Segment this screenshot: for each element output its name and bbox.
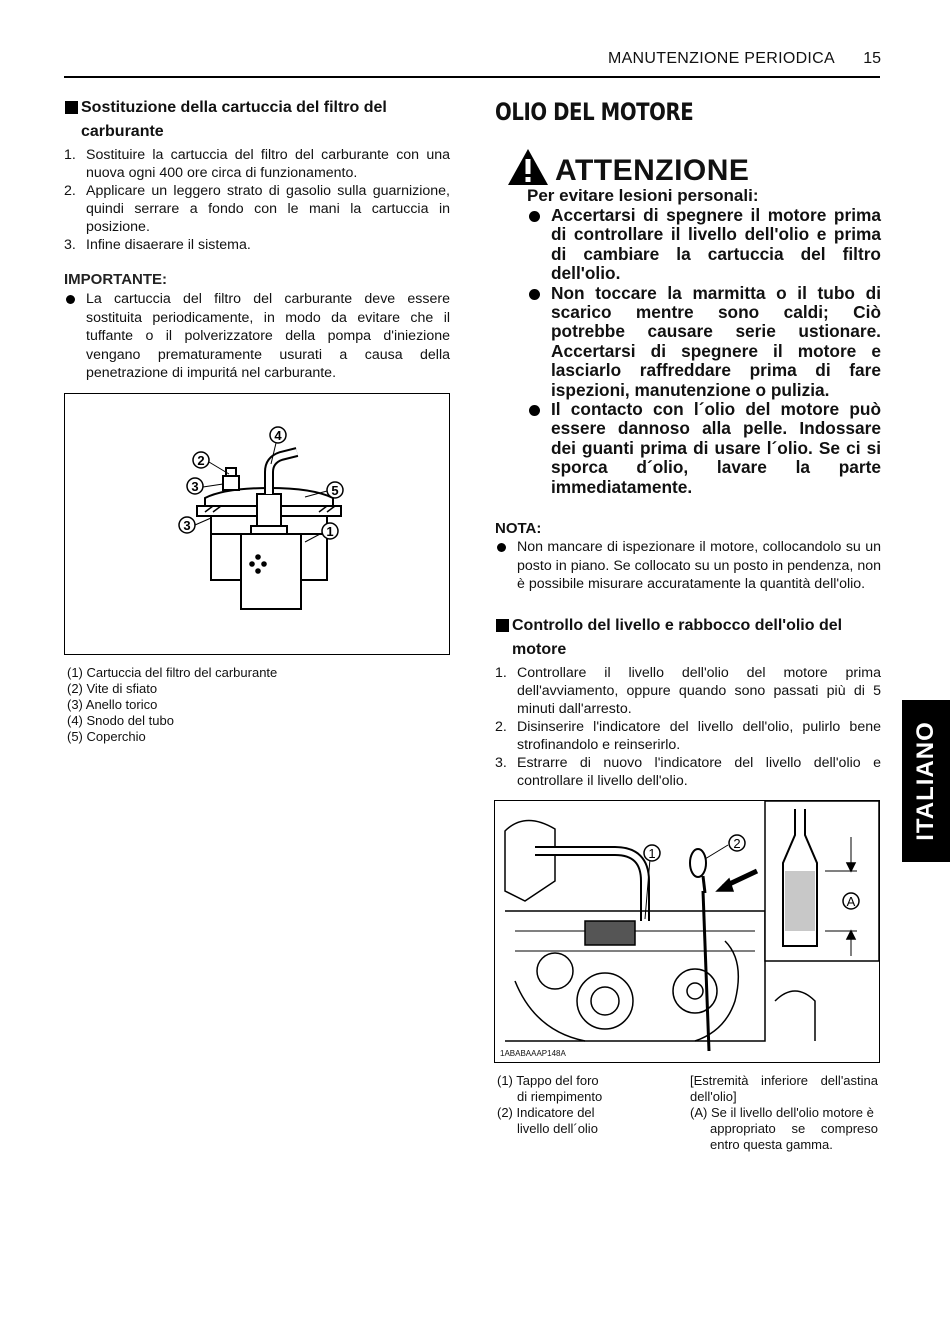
callout-1: 1 xyxy=(326,524,334,539)
important-heading: IMPORTANTE: xyxy=(64,271,168,288)
caption-item: (2) Indicatore del xyxy=(497,1105,595,1120)
fuel-filter-figure xyxy=(64,393,450,655)
warning-label: ATTENZIONE xyxy=(555,154,750,187)
section-square-icon xyxy=(496,619,509,632)
engine-oil-title: OLIO DEL MOTORE xyxy=(495,98,694,126)
left-column xyxy=(64,96,450,383)
language-tab-label: ITALIANO xyxy=(912,721,939,841)
warning-intro: Per evitare lesioni personali: xyxy=(527,186,759,205)
warning-header xyxy=(495,148,881,192)
bullet-icon xyxy=(66,295,75,304)
callout-2: 2 xyxy=(197,453,205,468)
caption-item: (2) Vite di sfiato xyxy=(67,681,158,696)
oil-level-section-title: Controllo del livello e rabbocco dell'olio del motore xyxy=(495,614,881,662)
fuel-filter-diagram xyxy=(65,394,449,654)
caption-item-cont: di riempimento xyxy=(517,1089,603,1104)
header-rule xyxy=(64,76,880,78)
callout-1: 1 xyxy=(648,846,656,861)
callout-3a: 3 xyxy=(191,479,199,494)
callout-3b: 3 xyxy=(183,518,191,533)
bullet-icon xyxy=(529,211,540,222)
bullet-icon xyxy=(529,289,540,300)
caption-item: (5) Coperchio xyxy=(67,729,146,744)
page-number: 15 xyxy=(863,50,881,67)
engine-oil-figure xyxy=(494,800,880,1063)
important-list xyxy=(64,290,450,383)
warning-triangle-icon xyxy=(507,148,549,186)
caption-item-cont: appropriato se compreso entro questa gamma. xyxy=(710,1121,878,1152)
note-list xyxy=(495,538,881,594)
warning-list xyxy=(495,206,881,497)
language-tab xyxy=(902,700,950,862)
bullet-icon xyxy=(497,543,506,552)
fuel-filter-captions xyxy=(67,665,277,745)
callout-5: 5 xyxy=(331,483,339,498)
caption-item: (A) Se il livello dell'olio motore è xyxy=(690,1105,874,1120)
bullet-icon xyxy=(529,405,540,416)
engine-oil-captions-left xyxy=(497,1073,677,1137)
warning-item: Il contacto con l´olio del motore può essere dannoso alla pelle. Indossare dei guanti prima di usare l´olio. Se ci si sporca d´olio, lavare la parte immediatamente. xyxy=(529,400,881,497)
engine-oil-captions-right xyxy=(690,1073,878,1153)
figure-code: 1ABABAAAP148A xyxy=(500,1049,566,1058)
caption-item: (4) Snodo del tubo xyxy=(67,713,174,728)
section-square-icon xyxy=(65,101,78,114)
warning-item: Accertarsi di spegnere il motore prima di controllare il livello dell'olio e prima di cambiare la cartuccia del filtro dell'olio. xyxy=(529,206,881,284)
oil-level-steps xyxy=(495,664,881,790)
engine-dipstick-diagram xyxy=(495,801,879,1062)
right-column xyxy=(495,96,881,790)
step-item: 1. Sostituire la cartuccia del filtro del carburante con una nuova ogni 400 ore circa di funzionamento. xyxy=(64,147,450,181)
step-item: 2. Applicare un leggero strato di gasolio sulla guarnizione, quindi serrare a fondo con le mani la cartuccia in posizione. xyxy=(64,183,450,235)
step-item: 3. Estrarre di nuovo l'indicatore del livello dell'olio e controllare il livello dell'olio. xyxy=(495,754,881,789)
caption-heading: [Estremità inferiore dell'astina dell'olio] xyxy=(690,1073,878,1104)
fuel-filter-steps xyxy=(64,146,450,254)
warning-item: Non toccare la marmitta o il tubo di scarico mentre sono caldi; Ciò potrebbe causare serie ustionare. Accertarsi di spegnere il motore e lasciarlo raffreddare prima di fare ispezioni, manutenzione o pulizia. xyxy=(529,284,881,400)
caption-item: (1) Tappo del foro xyxy=(497,1073,599,1088)
caption-item: (1) Cartuccia del filtro del carburante xyxy=(67,665,278,680)
step-item: 3. Infine disaerare il sistema. xyxy=(64,237,251,253)
callout-4: 4 xyxy=(274,428,282,443)
running-header-title: MANUTENZIONE PERIODICA xyxy=(607,50,835,67)
important-item: La cartuccia del filtro del carburante deve essere sostituita periodicamente, in modo da evitare che il tuffante o il polverizzatore della pompa d'iniezione vengano prematuramente usurati a causa della penetrazione di impuritá nel carburante. xyxy=(64,290,450,383)
step-item: 2. Disinserire l'indicatore del livello dell'olio, pulirlo bene strofinandolo e reinserirlo. xyxy=(495,718,881,753)
caption-item-cont: livello dell´olio xyxy=(517,1121,598,1136)
step-item: 1. Controllare il livello dell'olio del motore prima dell'avviamento, oppure quando sono passati più di 5 minuti dall'arresto. xyxy=(495,664,881,717)
note-item: Non mancare di ispezionare il motore, collocandolo su un posto in piano. Se collocato su un posto in pendenza, non è possibile misurare accuratamente la quantità dell'olio. xyxy=(495,538,881,594)
fuel-filter-section-title: Sostituzione della cartuccia del filtro del carburante xyxy=(64,96,450,144)
callout-a: A xyxy=(846,894,856,909)
caption-item: (3) Anello torico xyxy=(67,697,158,712)
callout-2: 2 xyxy=(733,836,741,851)
note-heading: NOTA: xyxy=(495,520,542,538)
